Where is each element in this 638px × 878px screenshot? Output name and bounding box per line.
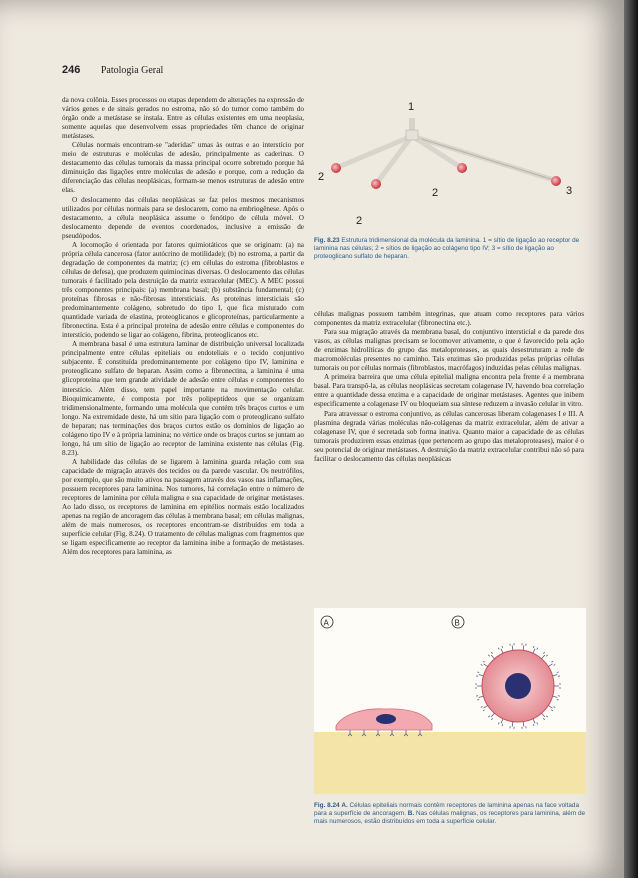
collagen-binding-site: [371, 179, 381, 189]
paragraph: A membrana basal é uma estrutura laminar de distribuição universal localizada principalmente entre células epiteliais ou endoteliais e o tecido conjuntivo subjacente. É constituída predominantemente por colágeno tipo IV, laminina e proteoglicano sulfato de heparan. Assim como a fibronectina, a laminina é uma glicoproteína que tem grande atividade de adesão entre células e componentes do interstício. Além disso, tem papel importante na movimentação celular. Bioquimicamente, é composta por três polipeptídeos que se organizam tridimensionalmente, formando uma molécula que contém três braços curtos e um longo. Na extremidade deste, há um sítio para ligação com o proteoglicano sulfato de heparan; nas terminações dos braços curtos estão os domínios de ligação ao colágeno tipo IV e à própria laminina; no vértice onde os braços curtos se juntam ao longo, há um sítio de ligação ao receptor de laminina existente nas células (Fig. 8.23).: [62, 340, 304, 457]
label-2-left: 2: [318, 171, 325, 183]
paragraph: Para atravessar o estroma conjuntivo, as células cancerosas liberam colagenases I e III. A plasmina degrada várias moléculas não-colágenas da matriz extracelular, além de ativar a colagenase IV, que é secretada sob forma inativa. Quanto maior a capacidade de as células tumorais produzirem essas enzimas (que pertencem ao grupo das metaloproteases), maior é o seu potencial de originar metástases. A destruição da matriz extracelular contribui não só para facilitar o deslocamento das células neoplásicas: [314, 409, 584, 463]
normal-cell-nucleus: [376, 714, 396, 724]
laminin-long-arm-edge: [412, 136, 554, 180]
collagen-binding-site: [331, 163, 341, 173]
label-2-bottom: 2: [356, 215, 363, 227]
paragraph: células malignas possuem também integrinas, que atuam como receptores para vários componentes da matriz extracelular (fibronectina etc.).: [314, 310, 584, 328]
left-column: [62, 96, 304, 557]
label-2-right: 2: [432, 187, 439, 199]
caption-b-text: Nas células malignas, os receptores para laminina, além de mais numerosos, estão distribuídos em toda a superfície celular.: [314, 809, 586, 825]
page-number: 246: [62, 64, 81, 76]
collagen-binding-site: [457, 163, 467, 173]
page-header: [62, 64, 163, 76]
caption-text: Estrutura tridimensional da molécula da laminina. 1 = sítio de ligação ao receptor de laminina nas células; 2 = sítios de ligação ao colágeno tipo IV; 3 = sítio de ligação ao proteoglicano sulfato de heparan.: [314, 237, 580, 260]
figure-caption-8-24: [314, 802, 586, 825]
caption-ref: Fig. 8.24: [314, 802, 340, 809]
paragraph: A habilidade das células de se ligarem à laminina guarda relação com sua capacidade de migração através dos tecidos ou da parede vascular. Os neutrófilos, por exemplo, que são muito ativos na passagem através dos vasos nas inflamações, possuem receptores para laminina. Nos tumores, há correlação entre o número de receptores de laminina por célula maligna e sua capacidade de originar metástases. Ao lado disso, os receptores de laminina em epitélios normais estão localizados apenas na região de ancoragem das células à membrana basal; em células malignas, além de mais numerosos, os receptores encontram-se distribuídos em toda a superfície celular (Fig. 8.24). O tratamento de células malignas com fragmentos que se ligam especificamente ao receptor da laminina inibe a formação de metástases. Além dos receptores para laminina, as: [62, 457, 304, 557]
paragraph: A locomoção é orientada por fatores quimiotáticos que se originam: (a) na própria célula cancerosa (fator autócrino de motilidade); (b) no estroma, a partir da degradação de componentes da matriz; (c) em células do estroma (fibroblastos e células de defesa), que produzem quimiocinas diversas. O deslocamento das células tumorais é facilitado pela destruição da matriz extracelular (MEC). A MEC possui três componentes principais: (a) membrana basal; (b) substância fundamental; (c) proteínas fibrosas e não-fibrosas intersticiais. As proteínas intersticiais são predominantemente colágeno, sobretudo do tipo I, que fica misturado com quantidade variada de elastina, proteoglicanos e glicoproteínas, particularmente a fibronectina. Esta é a principal proteína de adesão entre células e componentes do interstício, podendo se ligar ao colágeno, fibrina, proteoglicanos etc.: [62, 240, 304, 340]
right-column: [314, 310, 584, 464]
caption-a-label: A.: [341, 802, 348, 809]
panel-b-label: B: [454, 618, 460, 628]
running-title: Patologia Geral: [100, 65, 164, 76]
laminin-figure: [316, 96, 588, 230]
heparan-binding-site: [551, 176, 561, 186]
basement-membrane-b: [450, 732, 586, 794]
laminin-receptor-figure: [314, 608, 586, 794]
label-3: 3: [566, 185, 573, 197]
caption-ref: Fig. 8.23: [314, 237, 340, 244]
paragraph: Para sua migração através da membrana basal, do conjuntivo intersticial e da parede dos vasos, as células malignas precisam se locomover ativamente, o que é favorecido pela ação de enzimas hidrolíticas do grupo das metaloproteases, as quais desestruturam a rede de macromoléculas presentes no caminho. Tais enzimas são produzidas pelas próprias células tumorais ou por células normais (fibroblastos, macrófagos) induzidas pelas células malignas.: [314, 328, 584, 373]
receptor-site-node: [406, 130, 418, 140]
paragraph: Células normais encontram-se "aderidas" umas às outras e ao interstício por meio de estruturas e moléculas de adesão, principalmente as caderinas. O destacamento das células tumorais da massa principal ocorre sobretudo porque há diminuição das ligações entre moléculas de adesão e porque, com a redução da diferenciação das células neoplásicas, formam-se menos estruturas de adesão entre elas.: [62, 141, 304, 195]
malignant-cell-nucleus: [505, 673, 531, 699]
paragraph: da nova colônia. Esses processos ou etapas dependem de alterações na expressão de vários genes e de sinais gerados no estroma, não só do tumor como também do órgão onde a metástase se instala. Entre as células existentes em uma neoplasia, somente aquelas que desenvolvem essas propriedades têm chance de originar metástases.: [62, 96, 304, 141]
laminin-short-arm-right: [412, 136, 462, 168]
basement-membrane-a: [314, 732, 450, 794]
label-1: 1: [408, 101, 415, 113]
paragraph: A primeira barreira que uma célula epitelial maligna encontra pela frente é a membrana basal. Para transpô-la, as células neoplásicas secretam colagenase IV, havendo boa correlação entre a quantidade dessa enzima e a capacidade de originar metástases. Agentes que inibem especificamente a colagenase IV ou bloqueiam sua síntese reduzem a invasão celular in vitro.: [314, 373, 584, 409]
panel-a-label: A: [323, 618, 329, 628]
caption-b-label: B.: [407, 809, 415, 817]
paragraph: O deslocamento das células neoplásicas se faz pelos mesmos mecanismos utilizados por células normais para se deslocarem, como na embriogênese. Após o destacamento, a célula neoplásica assume o fenótipo de célula móvel. O deslocamento depende de eventos coordenados, inclusive a emissão de pseudópodos.: [62, 195, 304, 240]
book-spine-shadow: [624, 0, 638, 878]
caption-a-text: Células epiteliais normais contêm receptores de laminina apenas na face voltada para a superfície de ancoragem.: [314, 802, 580, 817]
figure-caption-8-23: [314, 237, 586, 260]
